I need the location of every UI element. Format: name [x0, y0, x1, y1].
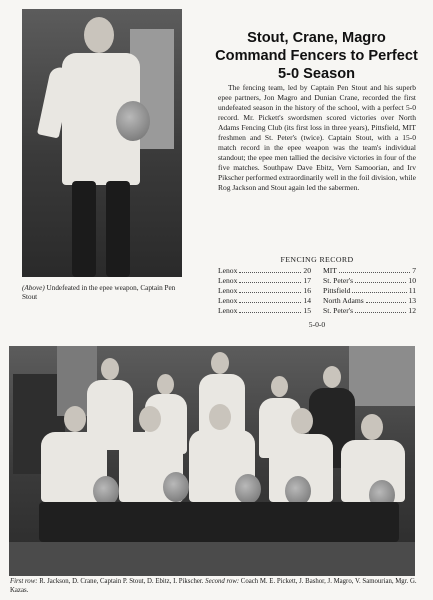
home-team: Lenox: [218, 266, 238, 275]
team-member-head: [323, 366, 341, 388]
home-team: Lenox: [218, 286, 238, 295]
opponent-team: MIT: [323, 266, 337, 275]
opponent-score: 13: [408, 296, 416, 305]
record-row: [218, 306, 416, 316]
team-photo: [9, 346, 415, 576]
article-headline: Stout, Crane, Magro Command Fencers to Perfect 5-0 Season: [215, 30, 418, 82]
home-team: Lenox: [218, 276, 238, 285]
team-member-head: [361, 414, 383, 440]
team-member-head: [101, 358, 119, 380]
team-member-head: [64, 406, 86, 432]
team-member-head: [271, 376, 288, 397]
team-member-head: [139, 406, 161, 432]
opponent-team: North Adams: [323, 296, 364, 305]
home-team: Lenox: [218, 306, 238, 315]
captain-portrait-photo: [22, 9, 182, 277]
fencing-mask: [235, 474, 261, 504]
opponent-score: 11: [408, 286, 416, 295]
team-member-head: [211, 352, 229, 374]
fencing-mask: [163, 472, 189, 502]
back-wall: [349, 346, 415, 406]
home-score: 14: [303, 296, 311, 305]
seated-legs: [39, 502, 399, 542]
team-member-head: [291, 408, 313, 434]
home-score: 17: [303, 276, 311, 285]
opponent-team: St. Peter's: [323, 306, 354, 315]
team-member-head: [209, 404, 231, 430]
fencer-leg-right: [106, 181, 130, 277]
record-row: [218, 286, 416, 296]
home-score: 15: [303, 306, 311, 315]
opponent-score: 10: [408, 276, 416, 285]
article-body: The fencing team, led by Captain Pen Stout and his superb epee partners, Jon Magro and Dunian Crane, recorded the first undefeated season in the history of the school, with a perfect 5-0 record. Mr. Pickett's swordsmen scored victories over North Adams Fencing Club (its first loss in three years), Pittsfield, MIT freshmen and St. Peter's (twice). Captain Stout, with a 15-0 match record in the epee weapon was the team's individual standout; the epee men tallied the decisive victories in four of the five matches. Southpaw Dave Ebitz, Vern Samoorian, and Irv Pikscher performed extraordinarily well in the foil division, while Rog Jackson and Stout again led the sabermen.: [218, 83, 416, 192]
record-row: [218, 276, 416, 286]
home-team: Lenox: [218, 296, 238, 305]
team-member-head: [157, 374, 174, 395]
second-row-names: Coach M. E. Pickett, J. Bashor, J. Magro, V. Samourian, Mgr. G. Kazas.: [10, 578, 417, 594]
floor: [9, 542, 415, 576]
opponent-team: Pittsfield: [323, 286, 351, 295]
fencer-leg-left: [72, 181, 96, 277]
fencing-mask: [116, 101, 150, 141]
opponent-score: 7: [412, 266, 416, 275]
caption-lead: (Above): [22, 284, 45, 292]
top-photo-caption: [22, 284, 192, 302]
first-row-label: First row:: [10, 578, 38, 585]
second-row-label: Second row:: [205, 578, 240, 585]
fencer-head: [84, 17, 114, 53]
record-row: [218, 266, 416, 276]
opponent-score: 12: [408, 306, 416, 315]
opponent-team: St. Peter's: [323, 276, 354, 285]
team-photo-caption: [10, 578, 420, 595]
home-score: 20: [303, 266, 311, 275]
season-final-record: 5-0-0: [308, 320, 326, 329]
first-row-names: R. Jackson, D. Crane, Captain P. Stout, D. Ebitz, I. Pikscher.: [37, 578, 204, 585]
home-score: 16: [303, 286, 311, 295]
record-title: FENCING RECORD: [280, 255, 354, 264]
caption-text: Undefeated in the epee weapon, Captain Pen Stout: [22, 284, 176, 301]
record-row: [218, 296, 416, 306]
fencing-record-table: [218, 266, 416, 316]
